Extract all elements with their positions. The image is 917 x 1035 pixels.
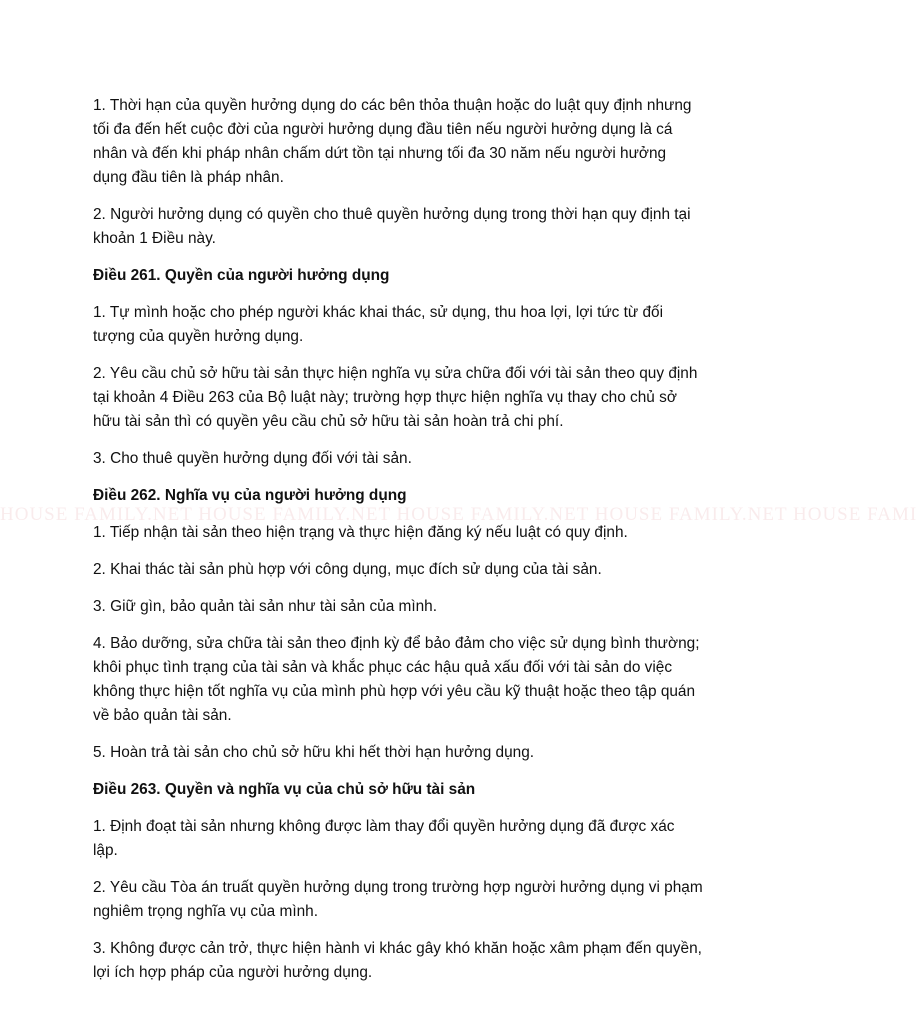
article-262-clause-4: 4. Bảo dưỡng, sửa chữa tài sản theo định kỳ để bảo đảm cho việc sử dụng bình thường; khôi phục tình trạng của tài sản và khắc phục các hậu quả xấu đối với tài sản do việc không thực hiện tốt nghĩa vụ của mình phù hợp với yêu cầu kỹ thuật hoặc theo tập quán về bảo quản tài sản.: [93, 635, 700, 724]
paragraph-term-of-usufruct: 1. Thời hạn của quyền hưởng dụng do các bên thỏa thuận hoặc do luật quy định nhưng tối đa đến hết cuộc đời của người hưởng dụng đầu tiên nếu người hưởng dụng là cá nhân và đến khi pháp nhân chấm dứt tồn tại nhưng tối đa 30 năm nếu người hưởng dụng đầu tiên là pháp nhân.: [93, 97, 692, 186]
article-262-clause-3: 3. Giữ gìn, bảo quản tài sản như tài sản của mình.: [93, 598, 438, 615]
article-261-clause-3: 3. Cho thuê quyền hưởng dụng đối với tài sản.: [93, 450, 412, 467]
article-262-heading: Điều 262. Nghĩa vụ của người hưởng dụng: [93, 487, 407, 504]
article-262-clause-2: 2. Khai thác tài sản phù hợp với công dụng, mục đích sử dụng của tài sản.: [93, 561, 602, 578]
article-262-clause-1: 1. Tiếp nhận tài sản theo hiện trạng và thực hiện đăng ký nếu luật có quy định.: [93, 524, 628, 541]
article-262-clause-5: 5. Hoàn trả tài sản cho chủ sở hữu khi hết thời hạn hưởng dụng.: [93, 744, 535, 761]
article-261-clause-1: 1. Tự mình hoặc cho phép người khác khai thác, sử dụng, thu hoa lợi, lợi tức từ đối tượng của quyền hưởng dụng.: [93, 304, 664, 345]
article-261-clause-2: 2. Yêu cầu chủ sở hữu tài sản thực hiện nghĩa vụ sửa chữa đối với tài sản theo quy định tại khoản 4 Điều 263 của Bộ luật này; trường hợp thực hiện nghĩa vụ thay cho chủ sở hữu tài sản thì có quyền yêu cầu chủ sở hữu tài sản hoàn trả chi phí.: [93, 365, 698, 430]
article-261-heading: Điều 261. Quyền của người hưởng dụng: [93, 267, 390, 284]
paragraph-lease-of-usufruct: 2. Người hưởng dụng có quyền cho thuê quyền hưởng dụng trong thời hạn quy định tại khoản 1 Điều này.: [93, 206, 691, 247]
document-body: [93, 94, 713, 998]
article-263-clause-2: 2. Yêu cầu Tòa án truất quyền hưởng dụng trong trường hợp người hưởng dụng vi phạm nghiêm trọng nghĩa vụ của mình.: [93, 879, 703, 920]
watermark-text: HOUSE FAMILY.NET HOUSE FAMILY.NET HOUSE FAMILY.NET HOUSE FAMILY.NET HOUSE FAMI: [0, 504, 917, 525]
article-263-clause-1: 1. Định đoạt tài sản nhưng không được làm thay đổi quyền hưởng dụng đã được xác lập.: [93, 818, 675, 859]
article-263-clause-3: 3. Không được cản trở, thực hiện hành vi khác gây khó khăn hoặc xâm phạm đến quyền, lợi ích hợp pháp của người hưởng dụng.: [93, 940, 702, 981]
article-263-heading: Điều 263. Quyền và nghĩa vụ của chủ sở hữu tài sản: [93, 781, 476, 798]
